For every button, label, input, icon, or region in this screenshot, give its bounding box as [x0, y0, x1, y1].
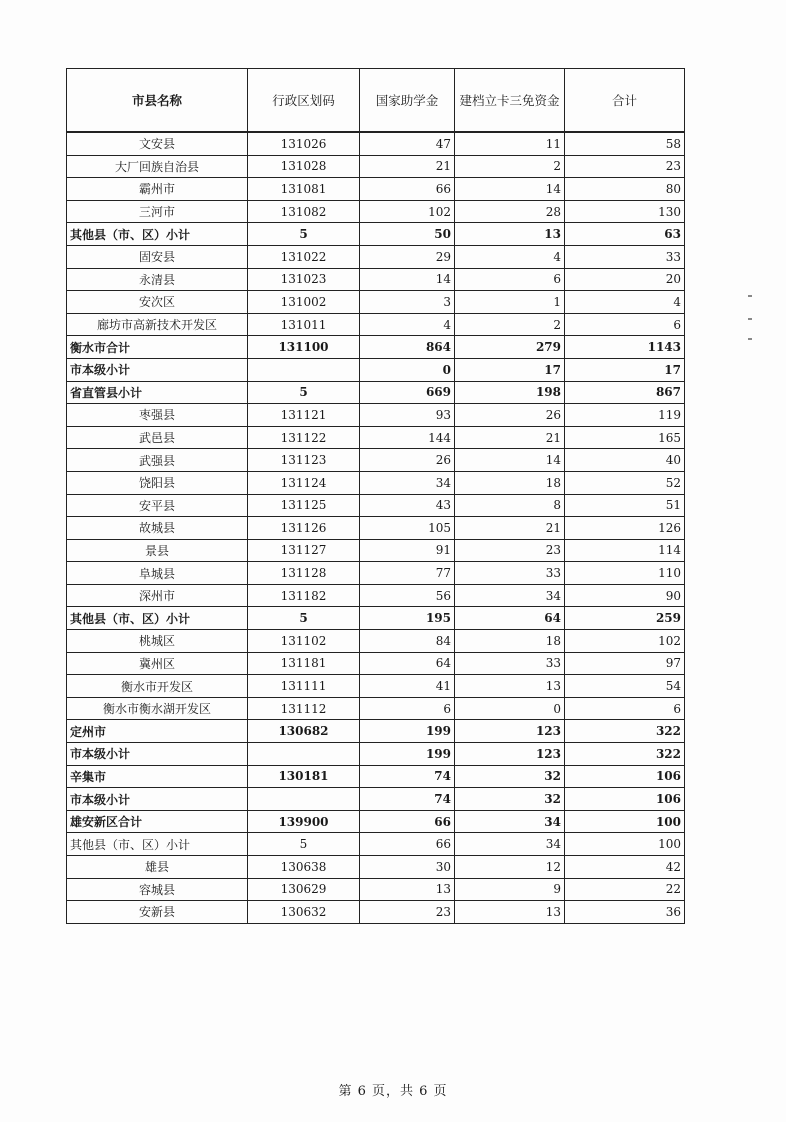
cell-poverty-fund: 33 [455, 562, 565, 585]
cell-total: 6 [565, 313, 685, 336]
table-row [67, 426, 685, 449]
cell-admin-code: 5 [248, 833, 360, 856]
table-row [67, 313, 685, 336]
cell-admin-code [248, 743, 360, 766]
cell-region-name: 市本级小计 [67, 743, 248, 766]
cell-national-aid: 66 [360, 833, 455, 856]
cell-region-name: 衡水市合计 [67, 336, 248, 359]
cell-national-aid: 3 [360, 291, 455, 314]
cell-national-aid: 34 [360, 471, 455, 494]
cell-total: 52 [565, 471, 685, 494]
cell-total: 114 [565, 539, 685, 562]
cell-admin-code: 130682 [248, 720, 360, 743]
cell-region-name: 定州市 [67, 720, 248, 743]
cell-admin-code: 130632 [248, 901, 360, 924]
cell-admin-code: 131122 [248, 426, 360, 449]
cell-poverty-fund: 28 [455, 200, 565, 223]
cell-region-name: 市本级小计 [67, 358, 248, 381]
cell-national-aid: 29 [360, 245, 455, 268]
cell-admin-code: 139900 [248, 810, 360, 833]
cell-national-aid: 41 [360, 675, 455, 698]
cell-total: 80 [565, 178, 685, 201]
header-poverty-fund: 建档立卡三免资金 [455, 69, 565, 133]
cell-admin-code: 5 [248, 223, 360, 246]
cell-total: 102 [565, 630, 685, 653]
cell-total: 110 [565, 562, 685, 585]
table-row [67, 404, 685, 427]
cell-region-name: 雄安新区合计 [67, 810, 248, 833]
cell-admin-code: 131082 [248, 200, 360, 223]
cell-poverty-fund: 32 [455, 765, 565, 788]
cell-total: 51 [565, 494, 685, 517]
cell-poverty-fund: 64 [455, 607, 565, 630]
cell-region-name: 固安县 [67, 245, 248, 268]
table-row [67, 358, 685, 381]
table-row [67, 449, 685, 472]
cell-poverty-fund: 2 [455, 313, 565, 336]
scan-speck [748, 318, 752, 320]
cell-total: 63 [565, 223, 685, 246]
table-row [67, 132, 685, 155]
header-national-aid: 国家助学金 [360, 69, 455, 133]
cell-region-name: 三河市 [67, 200, 248, 223]
cell-national-aid: 6 [360, 697, 455, 720]
cell-total: 106 [565, 765, 685, 788]
cell-poverty-fund: 13 [455, 223, 565, 246]
cell-region-name: 其他县（市、区）小计 [67, 223, 248, 246]
table-row [67, 697, 685, 720]
cell-national-aid: 50 [360, 223, 455, 246]
table-row [67, 810, 685, 833]
table-row [67, 539, 685, 562]
table-row [67, 223, 685, 246]
cell-poverty-fund: 21 [455, 517, 565, 540]
cell-national-aid: 66 [360, 178, 455, 201]
cell-admin-code: 131181 [248, 652, 360, 675]
cell-poverty-fund: 32 [455, 788, 565, 811]
table-row [67, 675, 685, 698]
cell-admin-code: 130638 [248, 856, 360, 879]
cell-national-aid: 23 [360, 901, 455, 924]
cell-region-name: 衡水市开发区 [67, 675, 248, 698]
cell-region-name: 深州市 [67, 584, 248, 607]
cell-poverty-fund: 34 [455, 810, 565, 833]
table-row [67, 471, 685, 494]
cell-region-name: 市本级小计 [67, 788, 248, 811]
cell-national-aid: 26 [360, 449, 455, 472]
cell-admin-code: 131011 [248, 313, 360, 336]
table-row [67, 517, 685, 540]
cell-total: 90 [565, 584, 685, 607]
cell-poverty-fund: 8 [455, 494, 565, 517]
cell-total: 23 [565, 155, 685, 178]
cell-admin-code: 131026 [248, 132, 360, 155]
cell-region-name: 辛集市 [67, 765, 248, 788]
cell-total: 33 [565, 245, 685, 268]
cell-poverty-fund: 23 [455, 539, 565, 562]
cell-poverty-fund: 21 [455, 426, 565, 449]
cell-region-name: 衡水市衡水湖开发区 [67, 697, 248, 720]
cell-admin-code: 131002 [248, 291, 360, 314]
cell-national-aid: 199 [360, 720, 455, 743]
cell-total: 259 [565, 607, 685, 630]
cell-admin-code: 131123 [248, 449, 360, 472]
cell-region-name: 其他县（市、区）小计 [67, 607, 248, 630]
table-row [67, 245, 685, 268]
header-admin-code: 行政区划码 [248, 69, 360, 133]
cell-national-aid: 43 [360, 494, 455, 517]
cell-national-aid: 74 [360, 788, 455, 811]
cell-national-aid: 66 [360, 810, 455, 833]
cell-poverty-fund: 13 [455, 901, 565, 924]
cell-region-name: 武邑县 [67, 426, 248, 449]
table-row [67, 268, 685, 291]
cell-region-name: 武强县 [67, 449, 248, 472]
cell-total: 1143 [565, 336, 685, 359]
cell-region-name: 故城县 [67, 517, 248, 540]
cell-poverty-fund: 12 [455, 856, 565, 879]
cell-national-aid: 105 [360, 517, 455, 540]
table-row [67, 720, 685, 743]
funding-table [66, 68, 685, 924]
table-row [67, 494, 685, 517]
cell-region-name: 雄县 [67, 856, 248, 879]
cell-national-aid: 64 [360, 652, 455, 675]
cell-total: 322 [565, 743, 685, 766]
cell-poverty-fund: 4 [455, 245, 565, 268]
table-row [67, 336, 685, 359]
cell-poverty-fund: 9 [455, 878, 565, 901]
cell-national-aid: 864 [360, 336, 455, 359]
table-row [67, 743, 685, 766]
cell-national-aid: 4 [360, 313, 455, 336]
cell-total: 40 [565, 449, 685, 472]
cell-region-name: 安平县 [67, 494, 248, 517]
cell-national-aid: 669 [360, 381, 455, 404]
cell-region-name: 饶阳县 [67, 471, 248, 494]
cell-admin-code [248, 358, 360, 381]
cell-total: 106 [565, 788, 685, 811]
cell-admin-code: 131111 [248, 675, 360, 698]
cell-region-name: 安新县 [67, 901, 248, 924]
cell-region-name: 其他县（市、区）小计 [67, 833, 248, 856]
cell-region-name: 阜城县 [67, 562, 248, 585]
cell-total: 6 [565, 697, 685, 720]
table-row [67, 765, 685, 788]
table-row [67, 155, 685, 178]
header-total: 合计 [565, 69, 685, 133]
cell-poverty-fund: 13 [455, 675, 565, 698]
table-row [67, 630, 685, 653]
cell-admin-code: 130181 [248, 765, 360, 788]
scan-speck [748, 338, 752, 340]
cell-national-aid: 93 [360, 404, 455, 427]
cell-poverty-fund: 14 [455, 178, 565, 201]
cell-national-aid: 47 [360, 132, 455, 155]
cell-poverty-fund: 279 [455, 336, 565, 359]
cell-total: 165 [565, 426, 685, 449]
cell-poverty-fund: 18 [455, 630, 565, 653]
header-row [67, 69, 685, 133]
cell-total: 322 [565, 720, 685, 743]
cell-poverty-fund: 18 [455, 471, 565, 494]
cell-admin-code: 131022 [248, 245, 360, 268]
cell-admin-code: 131112 [248, 697, 360, 720]
cell-total: 126 [565, 517, 685, 540]
cell-total: 17 [565, 358, 685, 381]
cell-admin-code: 130629 [248, 878, 360, 901]
cell-national-aid: 84 [360, 630, 455, 653]
cell-poverty-fund: 26 [455, 404, 565, 427]
cell-region-name: 霸州市 [67, 178, 248, 201]
header-region-name: 市县名称 [67, 69, 248, 133]
cell-region-name: 枣强县 [67, 404, 248, 427]
cell-national-aid: 74 [360, 765, 455, 788]
cell-admin-code: 131023 [248, 268, 360, 291]
page-number-footer: 第 6 页，共 6 页 [338, 1084, 448, 1099]
cell-poverty-fund: 34 [455, 584, 565, 607]
cell-admin-code: 5 [248, 381, 360, 404]
cell-admin-code: 131124 [248, 471, 360, 494]
cell-admin-code: 131121 [248, 404, 360, 427]
cell-region-name: 省直管县小计 [67, 381, 248, 404]
cell-admin-code: 5 [248, 607, 360, 630]
table-body [67, 132, 685, 923]
cell-total: 130 [565, 200, 685, 223]
table-row [67, 584, 685, 607]
table-row [67, 381, 685, 404]
cell-national-aid: 91 [360, 539, 455, 562]
cell-total: 100 [565, 810, 685, 833]
cell-poverty-fund: 14 [455, 449, 565, 472]
cell-poverty-fund: 0 [455, 697, 565, 720]
table-row [67, 607, 685, 630]
cell-poverty-fund: 17 [455, 358, 565, 381]
table-row [67, 856, 685, 879]
cell-national-aid: 144 [360, 426, 455, 449]
table-row [67, 878, 685, 901]
cell-total: 22 [565, 878, 685, 901]
cell-admin-code: 131028 [248, 155, 360, 178]
cell-poverty-fund: 2 [455, 155, 565, 178]
cell-poverty-fund: 123 [455, 743, 565, 766]
table-header [67, 69, 685, 133]
table-row [67, 562, 685, 585]
cell-admin-code: 131182 [248, 584, 360, 607]
cell-region-name: 永清县 [67, 268, 248, 291]
cell-total: 20 [565, 268, 685, 291]
cell-total: 4 [565, 291, 685, 314]
table-row [67, 833, 685, 856]
cell-national-aid: 195 [360, 607, 455, 630]
cell-poverty-fund: 6 [455, 268, 565, 291]
cell-total: 54 [565, 675, 685, 698]
cell-region-name: 容城县 [67, 878, 248, 901]
cell-admin-code: 131126 [248, 517, 360, 540]
cell-poverty-fund: 11 [455, 132, 565, 155]
cell-poverty-fund: 198 [455, 381, 565, 404]
cell-total: 867 [565, 381, 685, 404]
cell-admin-code [248, 788, 360, 811]
cell-total: 42 [565, 856, 685, 879]
scan-speck [748, 295, 752, 297]
cell-poverty-fund: 1 [455, 291, 565, 314]
cell-national-aid: 0 [360, 358, 455, 381]
cell-national-aid: 102 [360, 200, 455, 223]
table-row [67, 291, 685, 314]
cell-poverty-fund: 33 [455, 652, 565, 675]
cell-total: 58 [565, 132, 685, 155]
cell-region-name: 大厂回族自治县 [67, 155, 248, 178]
cell-region-name: 冀州区 [67, 652, 248, 675]
cell-national-aid: 13 [360, 878, 455, 901]
cell-national-aid: 77 [360, 562, 455, 585]
cell-admin-code: 131100 [248, 336, 360, 359]
cell-admin-code: 131102 [248, 630, 360, 653]
table-row [67, 901, 685, 924]
cell-region-name: 桃城区 [67, 630, 248, 653]
cell-total: 100 [565, 833, 685, 856]
table-row [67, 788, 685, 811]
cell-poverty-fund: 123 [455, 720, 565, 743]
cell-national-aid: 30 [360, 856, 455, 879]
cell-national-aid: 14 [360, 268, 455, 291]
cell-admin-code: 131081 [248, 178, 360, 201]
table-row [67, 178, 685, 201]
cell-national-aid: 21 [360, 155, 455, 178]
cell-admin-code: 131125 [248, 494, 360, 517]
cell-total: 36 [565, 901, 685, 924]
cell-total: 97 [565, 652, 685, 675]
cell-region-name: 安次区 [67, 291, 248, 314]
cell-total: 119 [565, 404, 685, 427]
cell-admin-code: 131127 [248, 539, 360, 562]
cell-region-name: 廊坊市高新技术开发区 [67, 313, 248, 336]
cell-admin-code: 131128 [248, 562, 360, 585]
cell-national-aid: 56 [360, 584, 455, 607]
cell-poverty-fund: 34 [455, 833, 565, 856]
cell-region-name: 文安县 [67, 132, 248, 155]
cell-region-name: 景县 [67, 539, 248, 562]
table-row [67, 200, 685, 223]
table-row [67, 652, 685, 675]
cell-national-aid: 199 [360, 743, 455, 766]
